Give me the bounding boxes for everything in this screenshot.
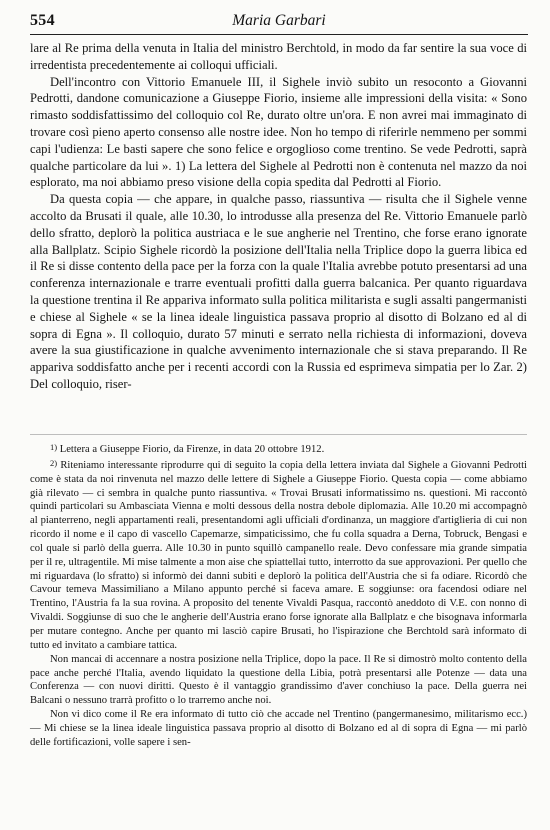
page-number: 554 [30, 12, 55, 29]
main-text [30, 40, 527, 393]
footnote-text: Non vi dico come il Re era informato di tutto ciò che accade nel Trentino (pangermanesimo, militarismo ecc.) — Mi chiese se la linea ideale linguistica passava proprio al disotto di Bolzano ed al di sopra di Egna — mi parlò delle fortificazioni, volle sapere i sen- [30, 709, 527, 748]
running-head: Maria Garbari [232, 12, 326, 29]
paragraph: Dell'incontro con Vittorio Emanuele III, il Sighele inviò subito un resoconto a Giovanni Pedrotti, dandone comunicazione a Giuseppe Fiorio, insieme alle impressioni della visita: « Sono rimasto soddisfattissimo del colloquio col Re, durato oltre un'ora. E non avrei mai immaginato di trovare così pieno aperto consenso alle nostre idee. Non ho tempo di riferirle nemmeno per sommi capi l'udienza: Le basti sapere che sono felice e orgoglioso come trentino. Se vede Pedrotti, saprà qualche particolare da lui ». 1) La lettera del Sighele al Pedrotti non è contenuta nel mazzo da noi esplorato, ma noi abbiamo preso visione della copia spedita dal Pedrotti al Fiorio. [30, 74, 527, 190]
paragraph: Da questa copia — che appare, in qualche passo, riassuntiva — risulta che il Sighele venne accolto da Brusati il quale, alle 10.30, lo introdusse alla presenza del Re. Vittorio Emanuele parlò dello sfratto, deplorò la politica austriaca e le sue angherie nel Trentino, che forse erano ignorate alla Ballplatz. Scipio Sighele ricordò la posizione dell'Italia nella Triplice dopo la guerra libica ed il Re si disse contento della pace per la forza con la quale l'Italia avrebbe potuto presentarsi ad una conferenza internazionale e trarre eventuali profitti dalla guerra balcanica. Per quanto riguardava la questione trentina il Re appariva informato sulla politica militarista e sugli assalti pangermanisti e chiese al Sighele « se la linea ideale linguistica passava proprio al disotto di Bolzano ed al di sopra di Egna ». Il colloquio, durato 57 minuti e serrato nella richiesta di informazioni, doveva avere la sua giustificazione in qualche avvenimento internazionale che si stava preparando. Il Re appariva soddisfatto anche per i recenti accordi con la Russia ed esprimeva simpatia per lo Zar. 2) Del colloquio, riser- [30, 192, 527, 391]
footnote [30, 457, 527, 653]
footnote-continuation [30, 708, 527, 750]
paragraph: lare al Re prima della venuta in Italia del ministro Berchtold, in modo da far sentire la sua voce di irredentista precedentemente ai colloqui ufficiali. [30, 41, 527, 72]
footnote-text: Riteniamo interessante riprodurre qui di seguito la copia della lettera inviata dal Sighele a Giovanni Pedrotti come è stata da noi rinvenuta nel mazzo delle lettere di Sighele a Giuseppe Fiorio. Questa copia — come abbiamo già rilevato — ci sembra in qualche punto riassuntiva. « Trovai Brusati informatissimo ns. questioni. Mi raccontò quindi particolari su Ambasciata Vienna e molti dessous della nostra debole diplomazia. Alle 10.20 mi accompagnò al pianterreno, negli appartamenti reali, presentandomi agli ufficiali d'ordinanza, un maggiore d'artiglieria di cui non ricordo il nome e il capo di vascello Capemarze, simpaticissimo, che fu colla squadra a Derna, Tobruck, Bengasi e col quale si parlò della guerra. Alle 10.30 in punto squillò campanello reale. Devo confessare mia grande simpatia per il re, ultragentile. Mi mise talmente a mon aise che spiattellai tutto, interrotto da sue approvazioni. Per quello che mi riguardava (lo sfratto) si informò dei danni subiti e deplorò la politica dell'Austria che si fa odiare. Ricordò che Cavour temeva Massimiliano a Milano appunto perché si faceva amare. E soggiunse: ora facendosi odiare nel Trentino, l'Austria fa la sua rovina. A proposito del tenente Vivaldi Pasqua, raccontò aneddoto di V.E. con nonno di Vivaldi. Soggiunse di suo che le angherie dell'Austria erano forse ignorate alla Ballplatz e che bisognava informarla per mutare contegno. Anche per quanto mi lasciò capire Brusati, ho l'ispirazione che Berchtold sarà informato di tutto ed invitato a cambiare tattica. [30, 459, 528, 651]
footnote-marker: 2) [50, 457, 58, 468]
footnote-marker: 1) [50, 442, 58, 452]
footnote [30, 441, 527, 457]
footnote-continuation [30, 653, 527, 708]
header-rule [30, 34, 528, 35]
footnote-rule [30, 434, 527, 435]
footnotes [30, 441, 527, 750]
footnote-text: Non mancai di accennare a nostra posizione nella Triplice, dopo la pace. Il Re si dimostrò molto contento della pace anche perché l'Italia, avendo liquidato la questione della Libia, potrà presentarsi alle Potenze — data una Conferenza — con nuovi diritti. Questo è il vantaggio grandissimo d'aver conchiuso la pace. Della guerra nei Balcani o nessuno trarrà profitto o lo trarremo anche noi. [30, 653, 527, 707]
page-header [30, 12, 528, 32]
footnote-text: Lettera a Giuseppe Fiorio, da Firenze, in data 20 ottobre 1912. [59, 444, 325, 455]
